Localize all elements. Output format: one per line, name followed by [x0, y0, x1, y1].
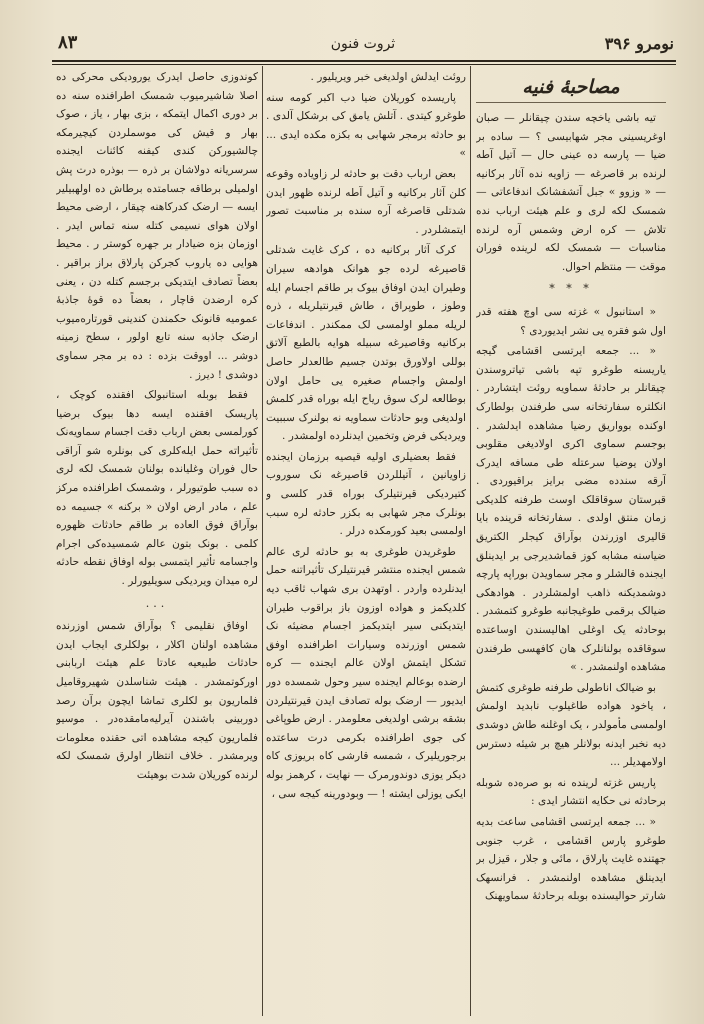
column-divider-left — [262, 66, 263, 1016]
article-paragraph: « ... جمعه ایرتسی اقشامی گیجه یاریسنه طوغرو تپه باشی تیاتروسندن چیقانلر بر حادثهٔ سماویه روئت ایتشاردر . انکلتره سفارتخانه سی طرفندن بولطارک اوکنده بوواریق رضیا مشاهده ایدلشدر . بوجسم سماوی اکری اولادیغی مقلوبی اولان یوضیا سرعتله طی مسافه ایدرک آرقه سندده مضی برایز براقیوردی . قبرستان سوقاقلک اوست طرفنه کلدیکی زمان منتق اولدی . سفارتخانه قرینده بایا قالیری اوزرندن بوآراق کیجلر الکتریق ضیاسنه مشابه کوز قماشدیرجی بر ایدینلق ایجنده قالشلر و مجر سماویدن بوراپه پارچه دوشمدیکنه ذاهب اولمشلردر . هوادهکی ضیالک برقمی طوغیجانبه طوغرو کتمشدر . بوحادثه یک اوغلی اهالیسندن اوساعتده سوقاقده بولنانلرک هان کافهسی طرفندن مشاهده اولنمشدر . » — [476, 345, 666, 674]
article-paragraph: فقط بعضیلری اولیه قیصیه برزمان ایجنده زاویانین ، آتیللردن قاصیرغه نک سوروب کتیردیکی قیرنتیلرک بوراه قدر کلسی و بونلرک مجر شهابی به بکزر حادثه لره سبب اولمسی بعید کورمکده درلر . — [266, 450, 466, 538]
article-paragraph: کوندوزی حاصل ایدرک یورودیکی محرکی ده اصلا شاشیرمیوب شمسک اطرافنده سنه ده بر دوری اکمال ایتمکه ، بزی بهار ، یاز ، صوک بهار و قیش کی موسملردن کیچیرمکه چالشیورکن کندی کیفنه کائنات ایجنده سرسریانه دولاشان بر ذره — بوذره درت پش اولمیلی برطاقه جسامتده برطاش ده اولهبیلیر ایسه — ارضک کدرکاهنه چیقار ، ارضی محیط اولان هوای نسیمی کتله سنه تماس ایدر . اوزمان بزه ضیادار بر جهره کوستر ر . محیط هوایی ده یاروب کجرکن پارلاق براز براقیر . بعضاً تصادف ایتدیکی برجسم کتله دن ، یعنی کره ارضدن قاچار ، بعضاً ده قوهٔ جاذبهٔ عمومیه قانونک حکمندن کندینی قورتاره‌میوب ارضک جاذبه سنه تابع اولور ، سطح زمینه دوشر ... اووقت بزده : ده بر مجر سماوی دوشدی ! دیرز . — [56, 71, 258, 381]
article-paragraph: پاریس غزته لرینده نه بو صره‌ده شوبله برحادثه نی حکایه انتشار ایدی : — [476, 776, 666, 808]
header-rule — [52, 60, 676, 62]
page-number: ۸۳ — [58, 32, 78, 53]
separator: ... — [145, 596, 169, 610]
issue-number: نومرو ۳۹۶ — [604, 34, 674, 53]
column-right — [476, 68, 666, 908]
article-paragraph: فقط بوبله استانبولک افقنده کوچک ، پاریسک افقنده ایسه دها بیوک برضیا کورلمسی بعض ارباب دقت اجسام سماویه‌نک تأثیراته حمل ایله‌کلری کی بونلره شو آراقی حال فوران وغلیانده بولنان شمسک لکه لری ده سبب طوتیورلر ، وشمسک اطرافنده مرکز علم ، مادر ارض اولان « برکنه » جسیمه ده بوآراق فوق العاده بر طاقم حادثات ظهوره کلمی . بونک بتون عالم شمسیده‌کی اجرام واجسامه تأثیر ایتمسی بوله اوفاق نقطه حادثه لره میدان ویردیکی سویلیورلر . — [56, 389, 258, 588]
article-paragraph: کرک آثار برکانیه ده ، کرک غایت شدتلی قاصیرغه لرده جو هوانک هوادهه سیران وطیران ایدن اوفاق بیوک بر طاقم اجسام ایله وطوز ، طوپراق ، طاش قیرنتیلریله ، ذره لریله مملو اولمسی لک ممکندر . اندفاعات برکانیه وقاصیرغه سبیله هوایه بالطبع آلاتق بوللی اولاورق بوتدن جسیم طالعدلر حاصل اولمش واجسام صغیره یی حامل اولان بوطالعه لرک سوق ریاح ایله بوراه قدر کلمش اولدیغی وبو حادثات سماویه نه بولنرک سببیت ویردیکی فرض وتخمین ایدنلرده اولمشدر . — [266, 244, 466, 443]
column-left — [56, 68, 258, 787]
article-paragraph: « ... جمعه ایرتسی اقشامی ساعت بدیه طوغرو پارس اقشامی ، غرب جنوبی جهتنده غایت پارلاق ، مائی و جلار ، قیزل بر ایدینلق مشاهده اولنمشدر . فرانسهک شارتر حوالیسنده بوبله برحادثهٔ سماویهنک — [476, 815, 666, 903]
column-middle — [266, 68, 466, 805]
article-paragraph: پاریسده کوریلان ضیا دب اکبر کومه سنه طوغرو کیتدی . آتلش یامق کی برشکل آلدی . بو حادثه برمجر شهابی به بکزه مکده ایدی ... » — [266, 91, 466, 160]
article-paragraph: اوفاق نقلیمی ؟ بوآراق شمس اوزرنده مشاهده اولنان اکلار ، بولکلری ایجاب ایدن حادثات طبیعیه عادتا علم هیئت اربابنی اورکوتمشدر . هیئت شناسلدن شهیروقامیل فلماریون بو لکلری تماشا ایچون برآن رصد دوربینی باشندن آیرلیه‌مامقده‌در . موسیو فلماریون کیجه مشاهده اتی حقنده معلومات ویرمشدر . خلاف انتظار اولرق شمسک لکه لرنده کوریلان شدت بوهیئت — [56, 620, 258, 781]
article-paragraph: « استانبول » غزته سی اوچ هفته قدر اول شو فقره یی نشر ایدیوردی ؟ — [476, 305, 666, 337]
article-paragraph: طوغریدن طوغری به بو حادثه لری عالم شمس ایجنده منتشر قیرنتیلرک تأثیراتنه حمل ایدنلرده واردر . اوتهدن بری شهاب ثاقب دیه کلدیکمز و هواده اوزون باز براقوب طیران ایتدیکنی سیر ایتدیکمز اجسام مضیئه نک شمس اوزرنده وسیارات اطرافنده اوفق تشکل ایتمش اولان عالم ایجنده — کره ارضده بوعالم ایجنده سیر وحول شمسده دور ایدیور — ارضک بوله تصادف ایدن قیرنتیلردن بشقه برشی اولدیغی معلومدر . ارض طوپاغی کی جوی اطرافنده بکرمی درت ساعتده برجوریلیرک ، شمسه قارشی کاه بریوزی کاه دیکر یوزی دوندورمرک — نهایت ، کرهمز بوله ایکی یوزلی ایشته ! — وبودورینه کیجه سی ، — [266, 545, 466, 800]
section-heading: مصاحبهٔ فنیه — [476, 74, 666, 103]
page-header — [52, 34, 674, 56]
header-rule-thin — [52, 64, 676, 65]
article-paragraph: بو ضیالک اناطولی طرفنه طوغری کتمش ، یاخود هواده طاغیلوب نابدید اولمش اولمسی مأمولدر ، یک اوغلنه طاش دوشدی دیه نخبر ایدنه بولانلر هیچ بر شیئه دسترس اولامهدیلر ... — [476, 681, 666, 769]
column-divider-right — [470, 66, 471, 1016]
journal-title: ثروت فنون — [330, 36, 396, 52]
separator: * * * — [549, 282, 593, 296]
article-paragraph: روئت ایدلش اولدیغی خبر ویریلیور . — [310, 71, 466, 83]
summary-paragraph: تیه باشی یاخچه سندن چیقانلر — صبان اوغریسینی مجر شهابیسی ؟ — ساده بر ضیا — پارسه ده عینی حال — آتیل آطه لرنده بر قاصرغه — زاویه نده آثار برکانیه — « وزوو » جبل آتشفشانک اندفاعاتی — شمسک لکه لری و علم هیئت ارباب نده تلاش — کره ارض وشمس آره لرنده مناسبات — شمسک لکه لرینده فوران موقت — منتظم احوال. — [476, 112, 666, 273]
article-paragraph: بعض ارباب دقت بو حادثه لر زاویاده وقوعه کلن آثار برکانیه و آتیل آطه لرنده ظهور ایدن شدتلی قاصرغه آره سنده بر مناسبت تصور ایتمشلردر . — [266, 167, 466, 236]
